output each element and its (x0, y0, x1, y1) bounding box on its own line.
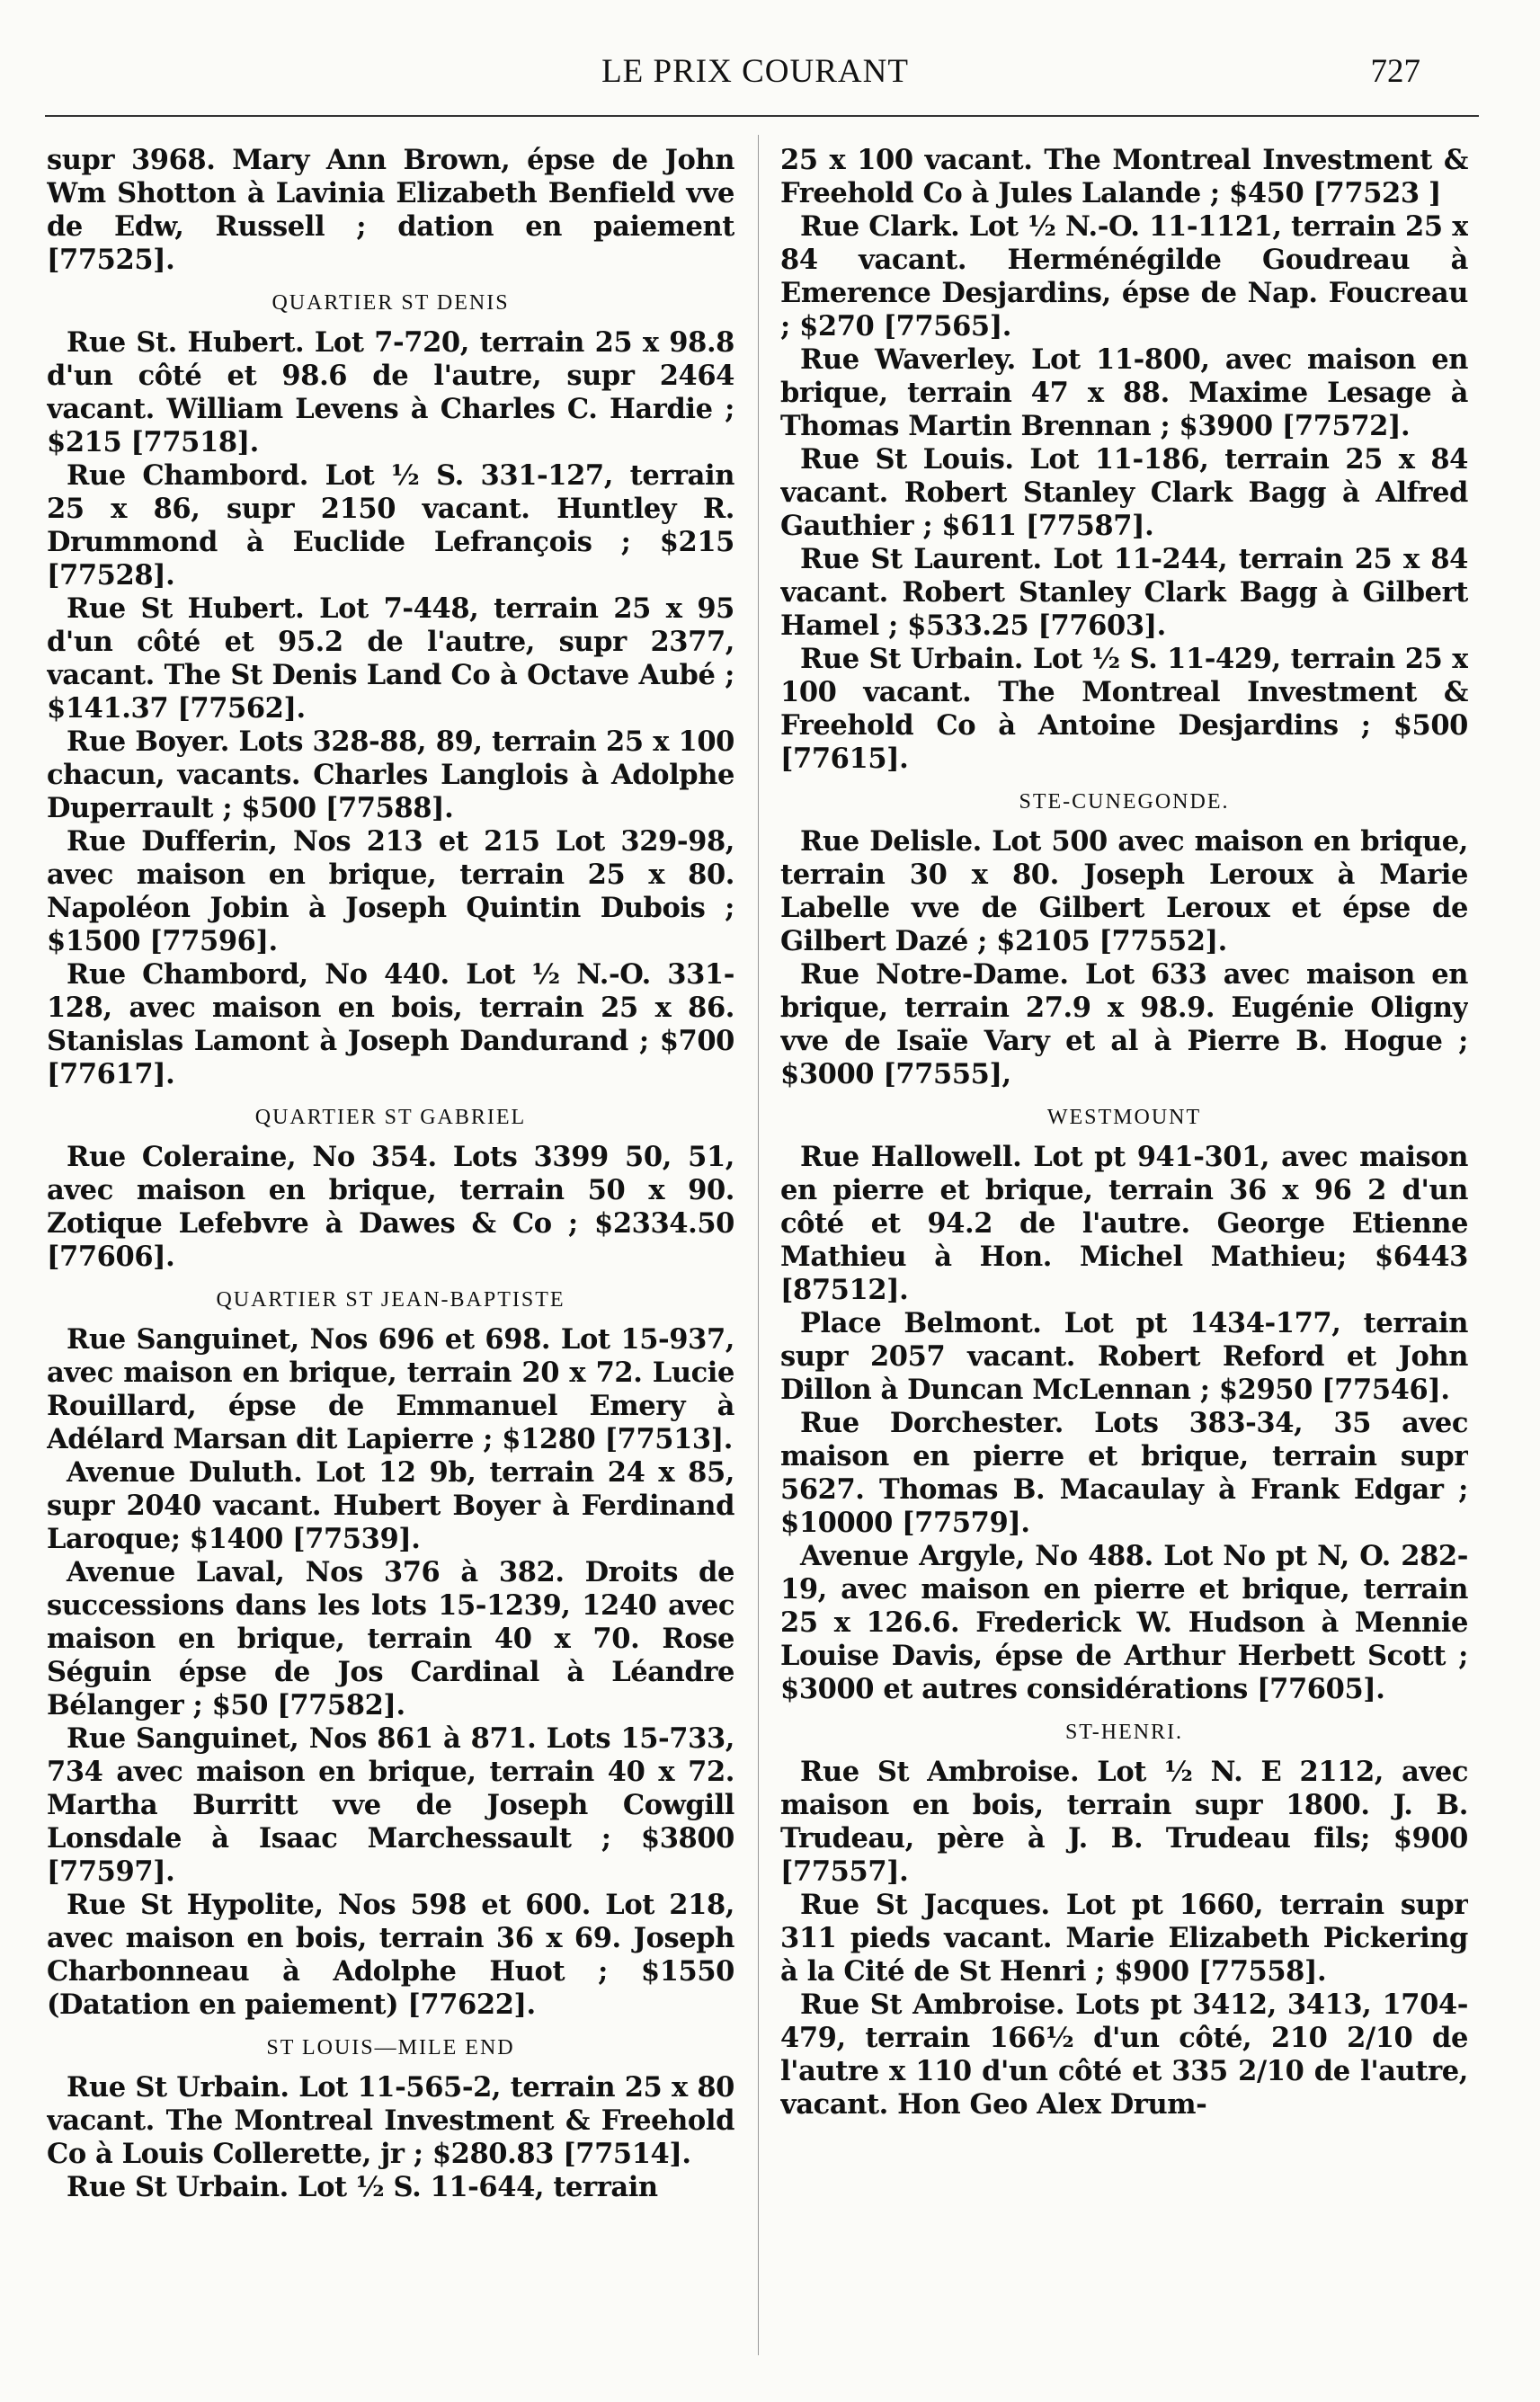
listing-entry: Rue St Ambroise. Lot ½ N. E 2112, avec maison en bois, terrain supr 1800. J. B. Trudeau, père à J. B. Trudeau fils; $900 [77557]. (780, 1756, 1468, 1888)
listing-entry: Rue St Jacques. Lot pt 1660, terrain supr 311 pieds vacant. Marie Elizabeth Pickering à la Cité de St Henri ; $900 [77558]. (780, 1889, 1468, 1988)
section-heading: WESTMOUNT (1046, 1106, 1202, 1129)
listing-entry: Rue Boyer. Lots 328-88, 89, terrain 25 x 100 chacun, vacants. Charles Langlois à Adolphe Duperrault ; $500 [77588]. (47, 725, 734, 824)
listing-entry: Rue Sanguinet, Nos 696 et 698. Lot 15-937, avec maison en brique, terrain 20 x 72. Lucie Rouillard, épse de Emmanuel Emery à Adélard Marsan dit Lapierre ; $1280 [77513]. (47, 1323, 734, 1455)
listing-entry: Rue Dufferin, Nos 213 et 215 Lot 329-98, avec maison en brique, terrain 25 x 80. Napoléon Jobin à Joseph Quintin Dubois ; $1500 [77596]. (47, 825, 734, 957)
listing-entry: Rue St Urbain. Lot ½ S. 11-644, terrain (67, 2171, 658, 2203)
listing-entry: Rue Dorchester. Lots 383-34, 35 avec maison en pierre et brique, terrain supr 5627. Thomas B. Macaulay à Frank Edgar ; $10000 [77579]. (780, 1407, 1468, 1539)
listing-entry: Rue Chambord. Lot ½ S. 331-127, terrain 25 x 86, supr 2150 vacant. Huntley R. Drummond à Euclide Lefrançois ; $215 [77528]. (47, 459, 734, 592)
listing-entry: Rue St Louis. Lot 11-186, terrain 25 x 84 vacant. Robert Stanley Clark Bagg à Alfred Gauthier ; $611 [77587]. (780, 443, 1468, 542)
section-heading: STE-CUNEGONDE. (1019, 790, 1230, 814)
running-title: LE PRIX COURANT (601, 53, 909, 90)
listing-entry: Rue St Urbain. Lot ½ S. 11-429, terrain 25 x 100 vacant. The Montreal Investment & Freehold Co à Antoine Desjardins ; $500 [77615]. (780, 643, 1468, 775)
listing-entry: Rue St. Hubert. Lot 7-720, terrain 25 x 98.8 d'un côté et 98.6 de l'autre, supr 2464 vacant. William Levens à Charles C. Hardie ; $215 [77518]. (47, 326, 734, 458)
listing-entry: 25 x 100 vacant. The Montreal Investment & Freehold Co à Jules Lalande ; $450 [77523 ] (780, 144, 1468, 209)
listing-entry: Rue Hallowell. Lot pt 941-301, avec maison en pierre et brique, terrain 36 x 96 2 d'un côté et 94.2 de l'autre. George Etienne Mathieu à Hon. Michel Mathieu; $6443 [87512]. (780, 1141, 1468, 1306)
section-heading: QUARTIER ST GABRIEL (254, 1106, 527, 1129)
listing-entry: Avenue Argyle, No 488. Lot No pt N, O. 282-19, avec maison en pierre et brique, terrain 25 x 126.6. Frederick W. Hudson à Mennie Louise Davis, épse de Arthur Herbett Scott ; $3000 et autres considérations [77605]. (780, 1540, 1468, 1705)
section-heading: QUARTIER ST JEAN-BAPTISTE (216, 1288, 565, 1312)
listing-entry: Rue St Hubert. Lot 7-448, terrain 25 x 95 d'un côté et 95.2 de l'autre, supr 2377, vacant. The St Denis Land Co à Octave Aubé ; $141.37 [77562]. (47, 592, 734, 725)
listing-entry: supr 3968. Mary Ann Brown, épse de John Wm Shotton à Lavinia Elizabeth Benfield vve de Edw, Russell ; dation en paiement [77525]. (47, 144, 734, 276)
section-heading: ST LOUIS—MILE END (266, 2036, 515, 2059)
listing-entry: Avenue Duluth. Lot 12 9b, terrain 24 x 85, supr 2040 vacant. Hubert Boyer à Ferdinand Laroque; $1400 [77539]. (47, 1456, 734, 1555)
listing-entry: Rue St Laurent. Lot 11-244, terrain 25 x 84 vacant. Robert Stanley Clark Bagg à Gilbert Hamel ; $533.25 [77603]. (780, 543, 1468, 642)
listing-entry: Rue Delisle. Lot 500 avec maison en brique, terrain 30 x 80. Joseph Leroux à Marie Labelle vve de Gilbert Leroux et épse de Gilbert Dazé ; $2105 [77552]. (780, 825, 1468, 957)
listing-entry: Rue St Ambroise. Lots pt 3412, 3413, 1704-479, terrain 166½ d'un côté, 210 2/10 de l'autre x 110 d'un côté et 335 2/10 de l'autre, vacant. Hon Geo Alex Drum- (780, 1988, 1468, 2121)
listing-entry: Rue Coleraine, No 354. Lots 3399 50, 51, avec maison en brique, terrain 50 x 90. Zotique Lefebvre à Dawes & Co ; $2334.50 [77606]. (47, 1141, 734, 1273)
right-column (780, 144, 1468, 2122)
listing-entry: Avenue Laval, Nos 376 à 382. Droits de successions dans les lots 15-1239, 1240 avec maison en brique, terrain 40 x 70. Rose Séguin épse de Jos Cardinal à Léandre Bélanger ; $50 [77582]. (47, 1556, 734, 1721)
listing-entry: Rue Notre-Dame. Lot 633 avec maison en brique, terrain 27.9 x 98.9. Eugénie Oligny vve de Isaïe Vary et al à Pierre B. Hogue ; $3000 [77555], (780, 958, 1468, 1090)
header-rule (45, 115, 1479, 117)
listing-entry: Rue Chambord, No 440. Lot ½ N.-O. 331-128, avec maison en bois, terrain 25 x 86. Stanislas Lamont à Joseph Dandurand ; $700 [77617]. (47, 958, 734, 1090)
listing-entry: Rue Waverley. Lot 11-800, avec maison en brique, terrain 47 x 88. Maxime Lesage à Thomas Martin Brennan ; $3900 [77572]. (780, 343, 1468, 442)
page-header (90, 52, 1420, 102)
listing-entry: Rue St Urbain. Lot 11-565-2, terrain 25 x 80 vacant. The Montreal Investment & Freehold Co à Louis Collerette, jr ; $280.83 [77514]. (47, 2071, 734, 2170)
section-heading: QUARTIER ST DENIS (272, 291, 510, 315)
listing-entry: Place Belmont. Lot pt 1434-177, terrain supr 2057 vacant. Robert Reford et John Dillon à Duncan McLennan ; $2950 [77546]. (780, 1307, 1468, 1406)
left-column (47, 144, 734, 2204)
listing-entry: Rue Sanguinet, Nos 861 à 871. Lots 15-733, 734 avec maison en brique, terrain 40 x 72. Martha Burritt vve de Joseph Cowgill Lonsdale à Isaac Marchessault ; $3800 [77597]. (47, 1722, 734, 1888)
section-heading: ST-HENRI. (1064, 1721, 1184, 1744)
listing-entry: Rue St Hypolite, Nos 598 et 600. Lot 218, avec maison en bois, terrain 36 x 69. Joseph Charbonneau à Adolphe Huot ; $1550 (Datation en paiement) [77622]. (47, 1889, 734, 2021)
listing-entry: Rue Clark. Lot ½ N.-O. 11-1121, terrain 25 x 84 vacant. Herménégilde Goudreau à Emerence Desjardins, épse de Nap. Foucreau ; $270 [77565]. (780, 210, 1468, 343)
page-number: 727 (1370, 53, 1420, 90)
column-divider (758, 135, 759, 2355)
